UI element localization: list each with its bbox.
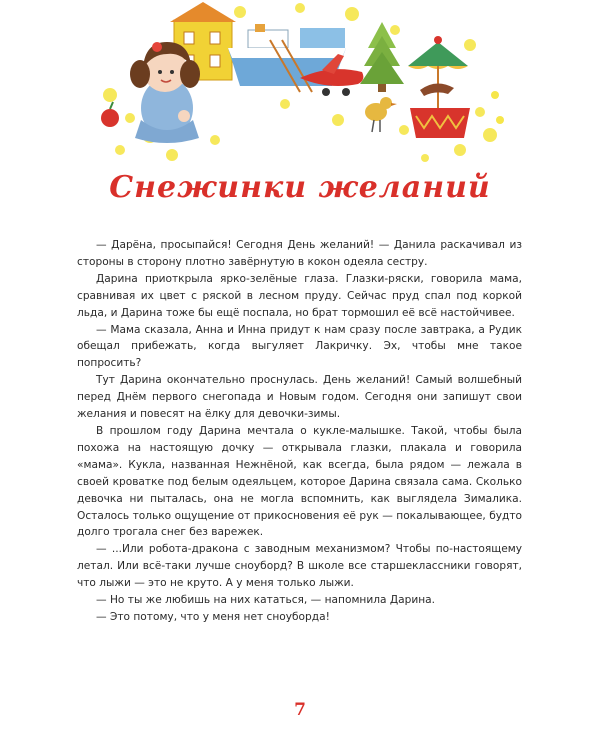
toy-carousel: [408, 36, 470, 138]
decorative-leaves: [491, 91, 504, 124]
paragraph-3: — Мама сказала, Анна и Инна придут к нам сразу после завтрака, а Рудик обещал прибежать, когда выгуляет Лакричку. Эх, чтобы мне такое попросить?: [77, 323, 522, 370]
red-ball: [101, 109, 119, 127]
paragraph-8: — Это потому, что у меня нет сноуборда!: [96, 610, 330, 623]
body-text: [77, 237, 522, 626]
chapter-title: Снежинки желаний: [109, 170, 491, 205]
toy-bird: [365, 97, 397, 132]
paragraph-5: В прошлом году Дарина мечтала о кукле-малышке. Такой, чтобы была похожа на настоящую дочку — открывала глазки, плакала и говорила «мама». Кукла, названная Нежнёной, как всегда, была рядом — лежала в своей кроватке под белым одеяльцем, которое Дарина связала сама. Сколько девочка ни пыталась, она не могла вспомнить, как выглядела Зималика. Осталось только ощущение от прикосновения её рук — покалывающее, будто долго трогала снег без варежек.: [77, 424, 522, 539]
page-number: 7: [294, 700, 306, 720]
paragraph-2: Дарина приоткрыла ярко-зелёные глаза. Глазки-ряски, говорила мама, сравнивая их цвет с ряской в лесном пруду. Сейчас пруд спал под коркой льда, и Дарина тоже бы ещё поспала, но брат тормошил её всё настойчивее.: [77, 272, 522, 319]
paragraph-7: — Но ты же любишь на них кататься, — напомнила Дарина.: [96, 594, 436, 607]
paragraph-1: — Дарёна, просыпайся! Сегодня День желаний! — Данила раскачивал из стороны в сторону плотно завёрнутую в кокон одеяла сестру.: [77, 239, 522, 268]
paragraph-4: Тут Дарина окончательно проснулась. День желаний! Самый волшебный перед Днём первого снегопада и Новым годом. Сегодня они запишут свои желания и повесят на ёлку для девочки-зимы.: [77, 374, 522, 421]
header-illustration: [0, 0, 600, 170]
paragraph-6: — ...Или робота-дракона с заводным механизмом? Чтобы по-настоящему летал. Или всё-таки лучше сноуборд? В школе все старшеклассники говорят, что лыжи — это не круто. А у меня только лыжи.: [77, 543, 522, 590]
